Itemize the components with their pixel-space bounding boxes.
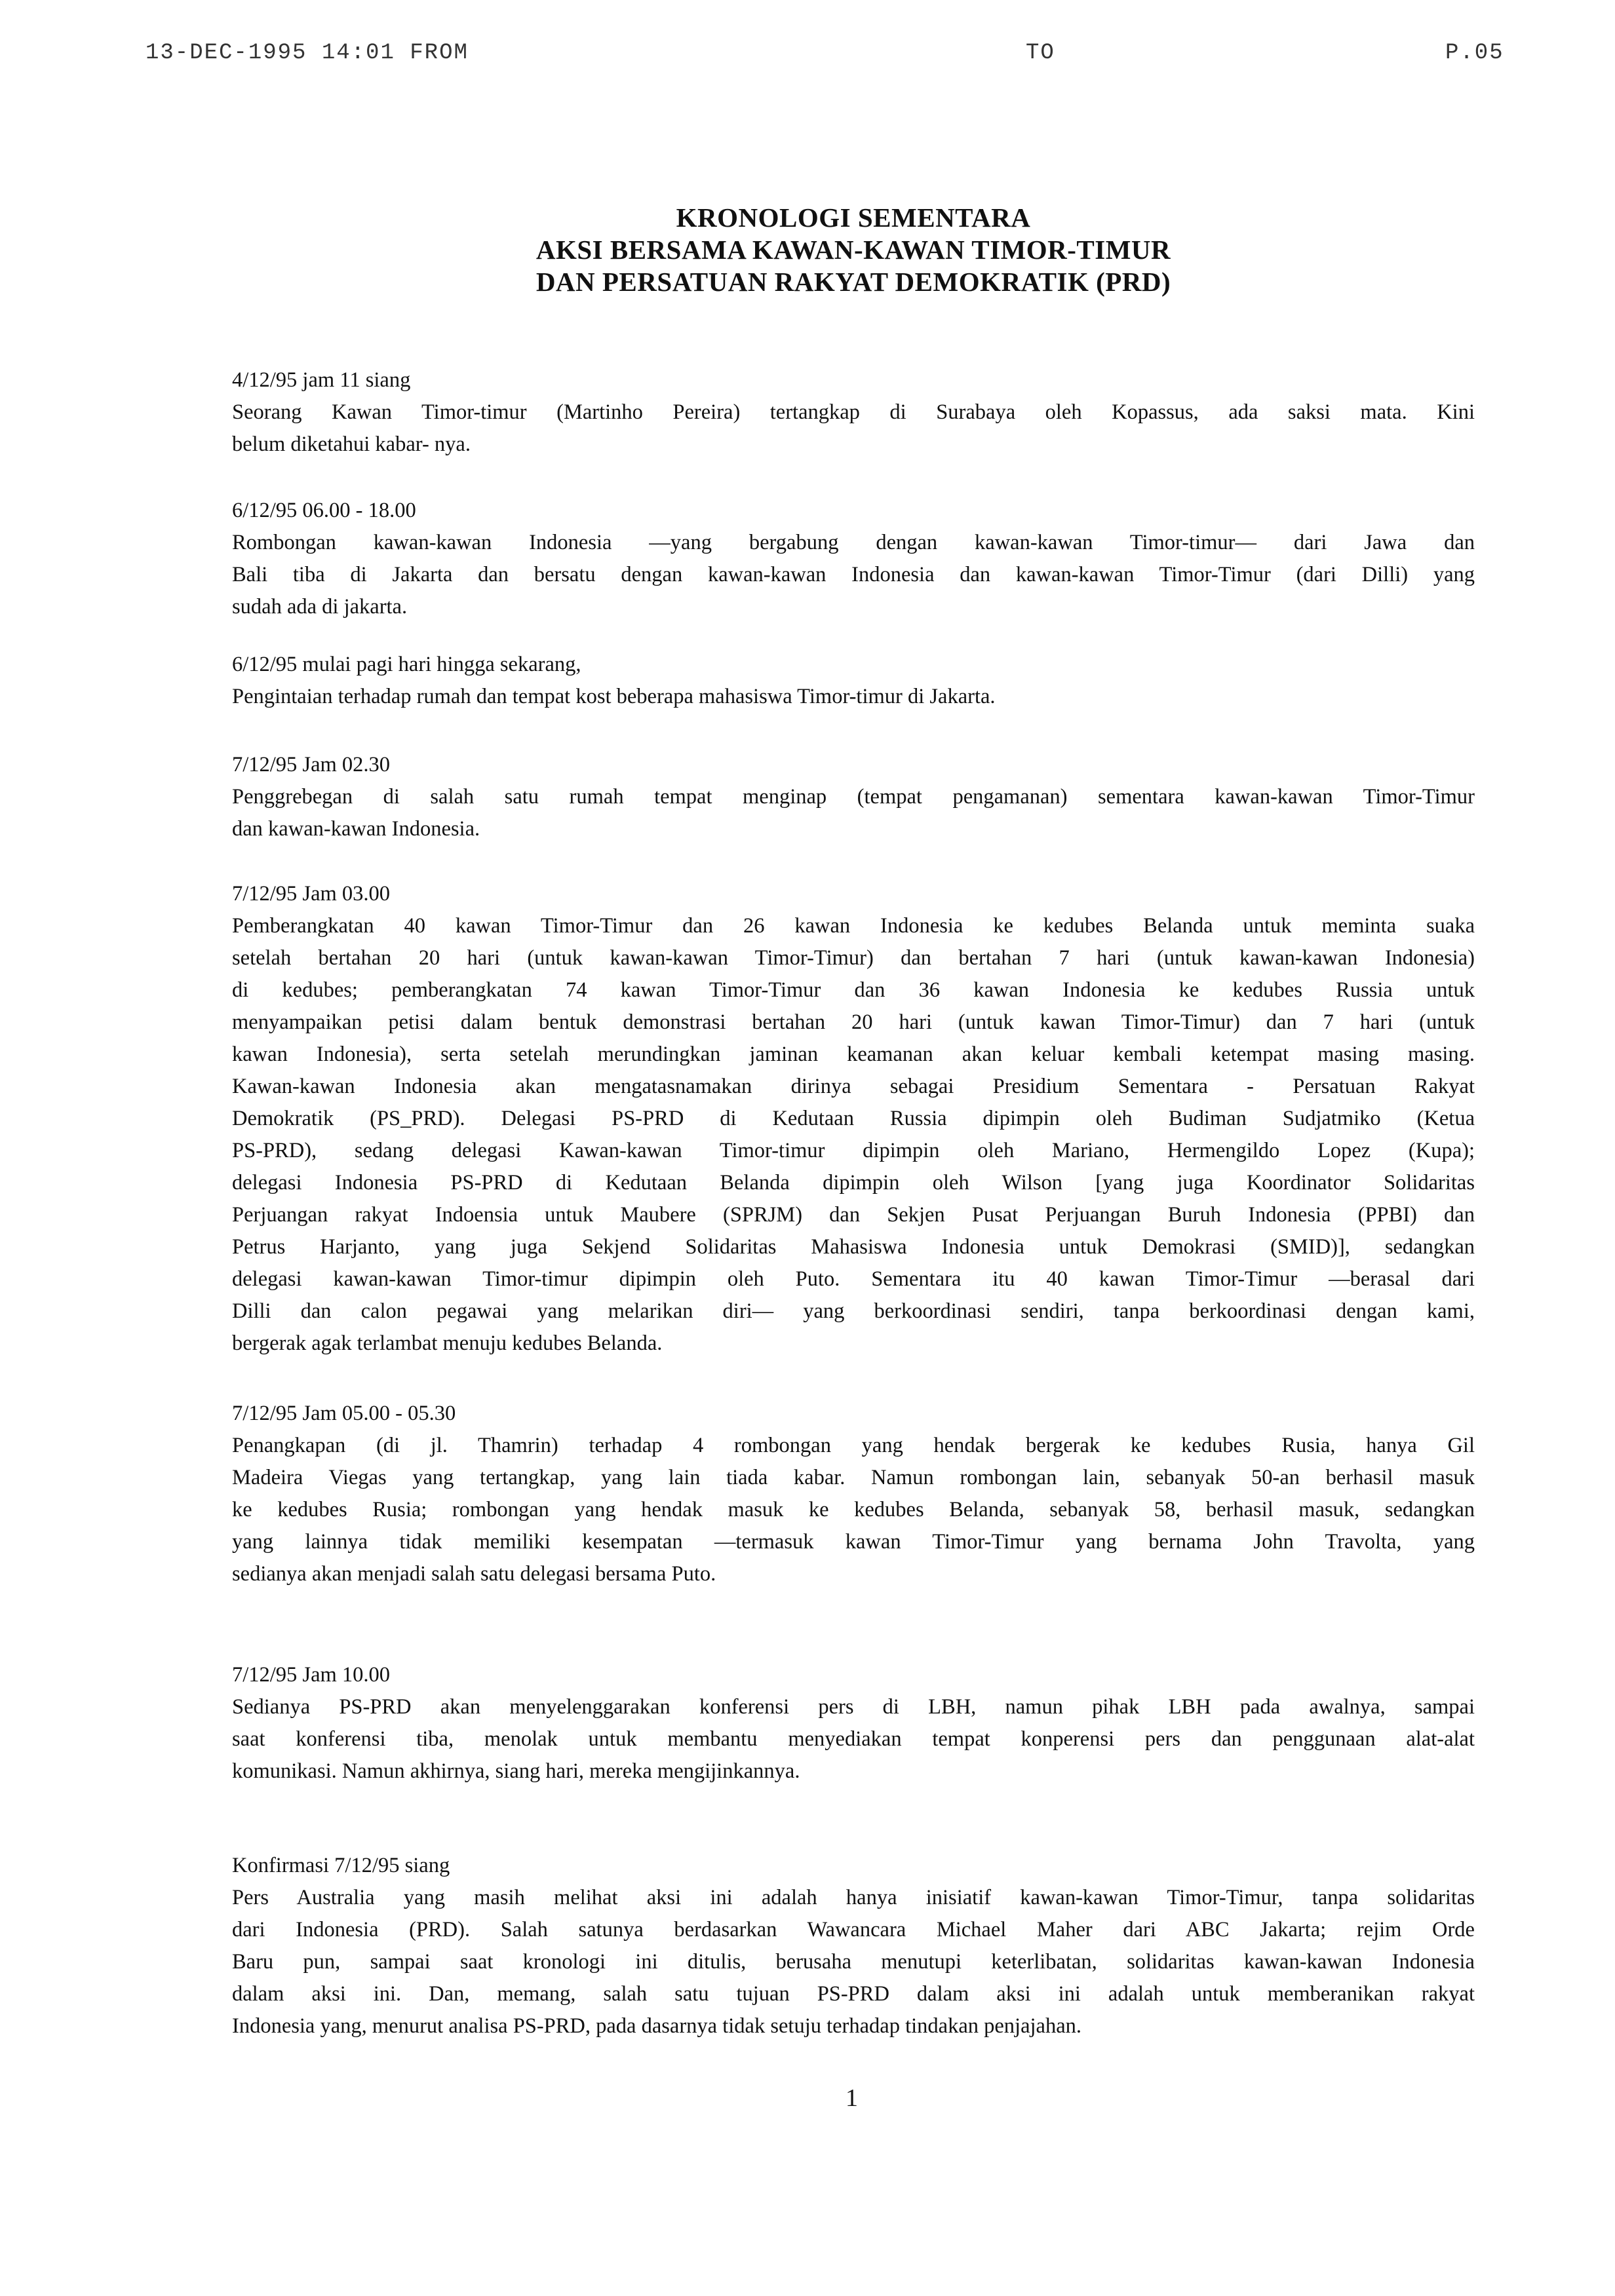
entry-text-line: ke kedubes Rusia; rombongan yang hendak masuk ke kedubes Belanda, sebanyak 58, berhasil masuk, sedangkan	[232, 1498, 1475, 1521]
entry-text-line: delegasi kawan-kawan Timor-timur dipimpin oleh Puto. Sementara itu 40 kawan Timor-Timur —berasal dari	[232, 1267, 1475, 1291]
entry-heading: 7/12/95 Jam 10.00	[232, 1663, 391, 1687]
entry-text-line: Rombongan kawan-kawan Indonesia —yang bergabung dengan kawan-kawan Timor-timur— dari Jawa dan	[232, 531, 1475, 554]
entry-text-line: setelah bertahan 20 hari (untuk kawan-kawan Timor-Timur) dan bertahan 7 hari (untuk kawan-kawan Indonesia)	[232, 946, 1475, 970]
title-line: KRONOLOGI SEMENTARA	[676, 202, 1031, 233]
entry-heading: 4/12/95 jam 11 siang	[232, 368, 411, 392]
entry-text-line: Pengintaian terhadap rumah dan tempat kost beberapa mahasiswa Timor-timur di Jakarta.	[232, 685, 996, 708]
title-line: AKSI BERSAMA KAWAN-KAWAN TIMOR-TIMUR	[535, 235, 1171, 265]
chronology-entry	[232, 1398, 1475, 1590]
entry-heading: 7/12/95 Jam 03.00	[232, 882, 391, 906]
page-number: 1	[846, 2084, 858, 2112]
chronology-entry	[232, 649, 1475, 713]
entry-text-line: dalam aksi ini. Dan, memang, salah satu tujuan PS-PRD dalam aksi ini adalah untuk memberanikan rakyat	[232, 1982, 1475, 2006]
entry-text-line: Madeira Viegas yang tertangkap, yang lain tiada kabar. Namun rombongan lain, sebanyak 50-an berhasil masuk	[232, 1466, 1475, 1489]
entry-text-line: dari Indonesia (PRD). Salah satunya berdasarkan Wawancara Michael Maher dari ABC Jakarta; rejim Orde	[232, 1918, 1475, 1942]
entry-heading: 7/12/95 Jam 02.30	[232, 753, 391, 776]
entry-text-line: menyampaikan petisi dalam bentuk demonstrasi bertahan 20 hari (untuk kawan Timor-Timur) dan 7 hari (untuk	[232, 1010, 1475, 1034]
entry-text-line: Baru pun, sampai saat kronologi ini ditulis, berusaha menutupi keterlibatan, solidaritas kawan-kawan Indonesia	[232, 1950, 1475, 1974]
chronology-entry	[232, 1659, 1475, 1788]
chronology-entry	[232, 749, 1475, 845]
entry-heading: 6/12/95 mulai pagi hari hingga sekarang,	[232, 653, 581, 676]
fax-date-time-from: 13-DEC-1995 14:01 FROM	[146, 41, 469, 66]
entry-text-line: Pemberangkatan 40 kawan Timor-Timur dan 26 kawan Indonesia ke kedubes Belanda untuk meminta suaka	[232, 914, 1475, 938]
entry-text-line: dan kawan-kawan Indonesia.	[232, 817, 480, 841]
entry-text-line: sudah ada di jakarta.	[232, 595, 408, 619]
entry-text-line: Perjuangan rakyat Indoensia untuk Maubere (SPRJM) dan Sekjen Pusat Perjuangan Buruh Indonesia (PPBI) dan	[232, 1203, 1475, 1227]
document-title	[232, 202, 1475, 298]
entry-text-line: delegasi Indonesia PS-PRD di Kedutaan Belanda dipimpin oleh Wilson [yang juga Koordinator Solidaritas	[232, 1171, 1475, 1195]
entry-text-line: komunikasi. Namun akhirnya, siang hari, mereka mengijinkannya.	[232, 1759, 800, 1783]
fax-to: TO	[1026, 41, 1055, 66]
entry-text-line: Penggrebegan di salah satu rumah tempat menginap (tempat pengamanan) sementara kawan-kawan Timor-Timur	[232, 785, 1475, 809]
entry-text-line: sedianya akan menjadi salah satu delegasi bersama Puto.	[232, 1562, 716, 1586]
entry-text-line: Demokratik (PS_PRD). Delegasi PS-PRD di Kedutaan Russia dipimpin oleh Budiman Sudjatmiko (Ketua	[232, 1107, 1475, 1130]
entry-heading: Konfirmasi 7/12/95 siang	[232, 1854, 450, 1877]
entry-text-line: Indonesia yang, menurut analisa PS-PRD, pada dasarnya tidak setuju terhadap tindakan penjajahan.	[232, 2014, 1082, 2038]
entry-text-line: Petrus Harjanto, yang juga Sekjend Solidaritas Mahasiswa Indonesia untuk Demokrasi (SMID)], sedangkan	[232, 1235, 1475, 1259]
entry-text-line: yang lainnya tidak memiliki kesempatan —termasuk kawan Timor-Timur yang bernama John Travolta, yang	[232, 1530, 1475, 1554]
chronology-entry	[232, 1850, 1475, 2042]
entry-text-line: Pers Australia yang masih melihat aksi ini adalah hanya inisiatif kawan-kawan Timor-Timur, tanpa solidaritas	[232, 1886, 1475, 1909]
chronology-entry	[232, 495, 1475, 623]
entry-text-line: Dilli dan calon pegawai yang melarikan diri— yang berkoordinasi sendiri, tanpa berkoordinasi dengan kami,	[232, 1299, 1475, 1323]
fax-page: P.05	[1445, 41, 1504, 66]
entry-text-line: kawan Indonesia), serta setelah merundingkan jaminan keamanan akan keluar kembali ketempat masing masing.	[232, 1043, 1475, 1066]
title-line: DAN PERSATUAN RAKYAT DEMOKRATIK (PRD)	[535, 267, 1171, 297]
entry-text-line: belum diketahui kabar- nya.	[232, 432, 471, 456]
entry-text-line: Sedianya PS-PRD akan menyelenggarakan konferensi pers di LBH, namun pihak LBH pada awalnya, sampai	[232, 1695, 1475, 1719]
entry-text-line: Kawan-kawan Indonesia akan mengatasnamakan dirinya sebagai Presidium Sementara - Persatuan Rakyat	[232, 1075, 1475, 1098]
entry-text-line: Penangkapan (di jl. Thamrin) terhadap 4 rombongan yang hendak bergerak ke kedubes Rusia, hanya Gil	[232, 1434, 1475, 1457]
chronology-entry	[232, 878, 1475, 1360]
entry-heading: 7/12/95 Jam 05.00 - 05.30	[232, 1402, 456, 1425]
entry-text-line: PS-PRD), sedang delegasi Kawan-kawan Timor-timur dipimpin oleh Mariano, Hermengildo Lopez (Kupa);	[232, 1139, 1475, 1162]
entry-text-line: bergerak agak terlambat menuju kedubes Belanda.	[232, 1331, 663, 1355]
entry-heading: 6/12/95 06.00 - 18.00	[232, 499, 416, 522]
entry-text-line: Seorang Kawan Timor-timur (Martinho Pereira) tertangkap di Surabaya oleh Kopassus, ada saksi mata. Kini	[232, 400, 1475, 424]
chronology-entry	[232, 364, 1475, 461]
entry-text-line: saat konferensi tiba, menolak untuk membantu menyediakan tempat konperensi pers dan penggunaan alat-alat	[232, 1727, 1475, 1751]
entry-text-line: Bali tiba di Jakarta dan bersatu dengan kawan-kawan Indonesia dan kawan-kawan Timor-Timur (dari Dilli) yang	[232, 563, 1475, 586]
entry-text-line: di kedubes; pemberangkatan 74 kawan Timor-Timur dan 36 kawan Indonesia ke kedubes Russia untuk	[232, 978, 1475, 1002]
